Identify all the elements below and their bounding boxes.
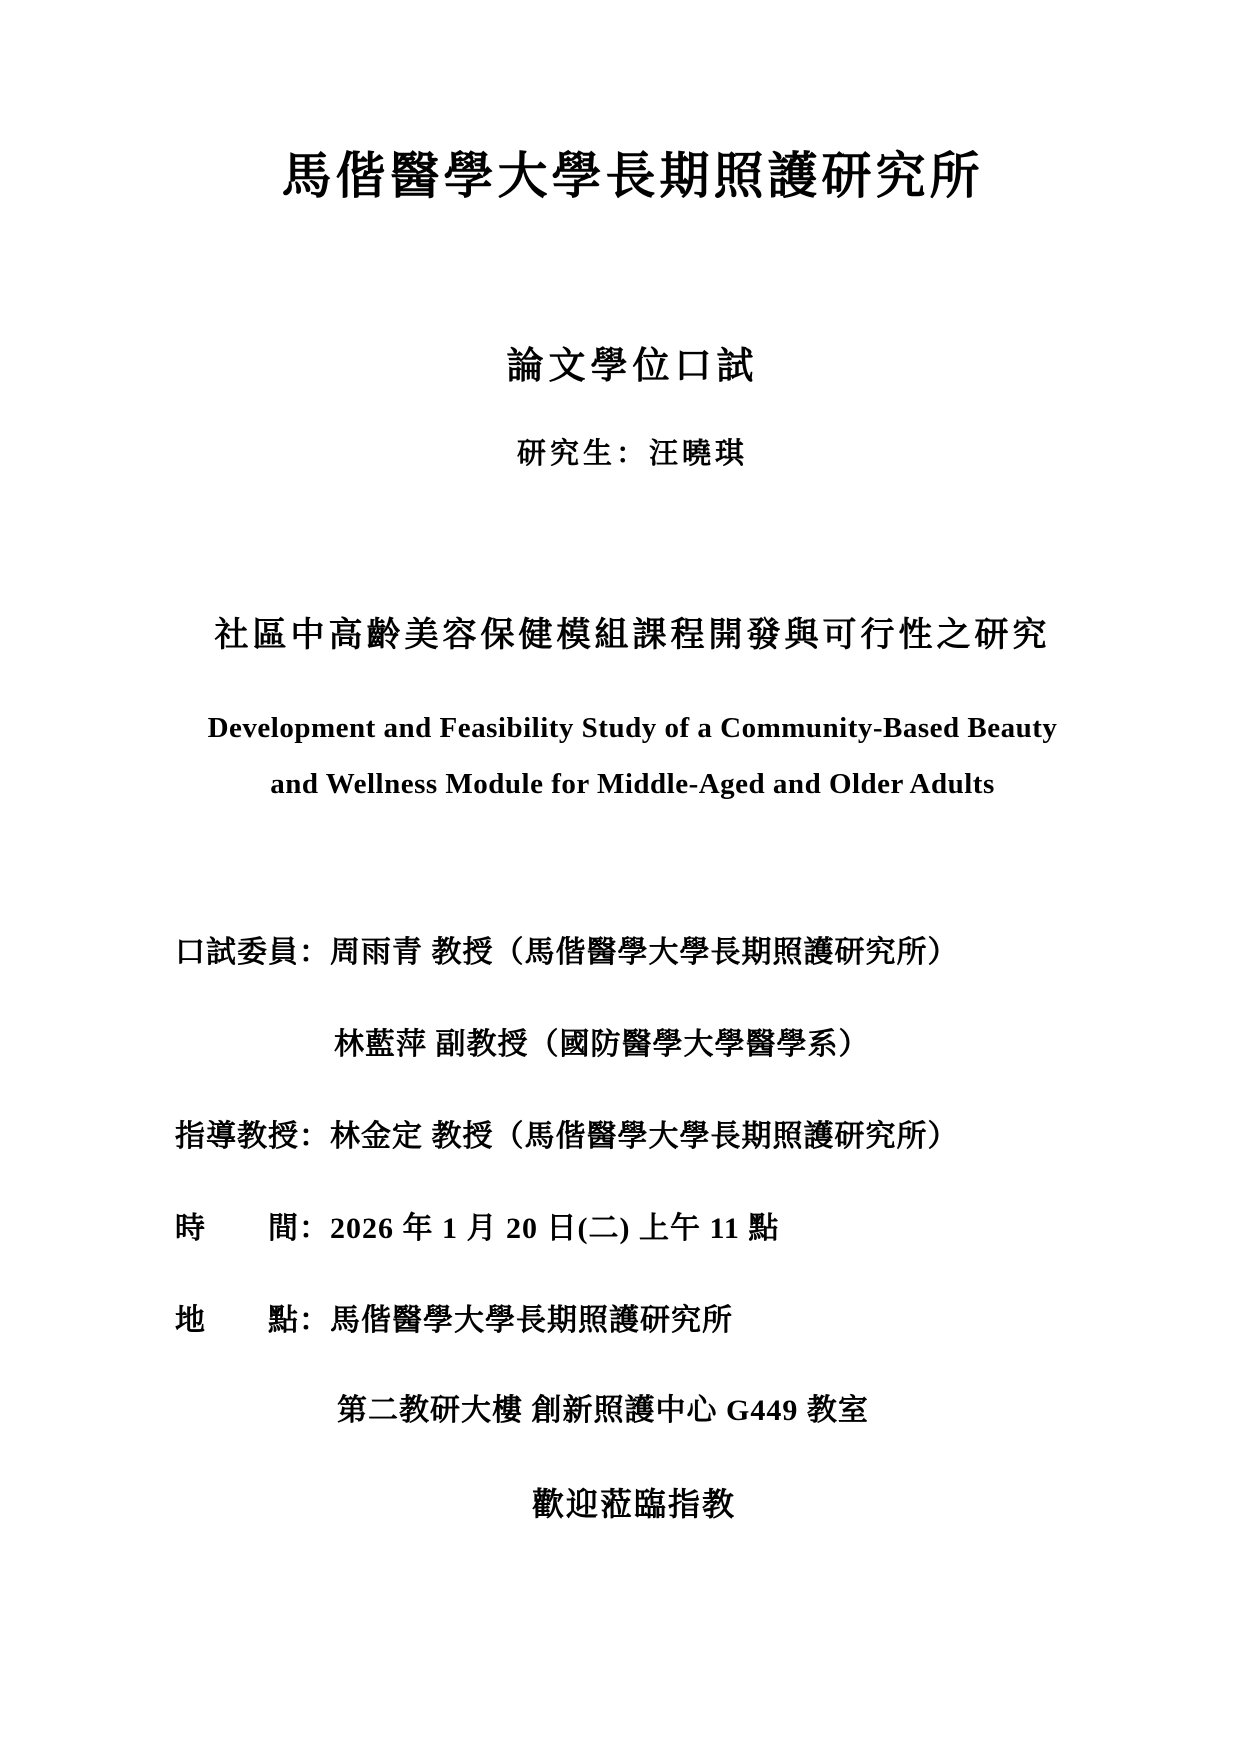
thesis-title-chinese: 社區中高齡美容保健模組課程開發與可行性之研究 [214,617,1051,654]
location-line-1: 地 點：馬偕醫學大學長期照護研究所 [175,1304,733,1337]
location-line-2: 第二教研大樓 創新照護中心 G449 教室 [337,1394,869,1427]
institution-title: 馬偕醫學大學長期照護研究所 [281,148,984,204]
committee-member-line-2: 林藍萍 副教授（國防醫學大學醫學系） [334,1028,870,1061]
thesis-title-english-line2: and Wellness Module for Middle-Aged and Older Adults [270,768,995,800]
advisor-line: 指導教授：林金定 教授（馬偕醫學大學長期照護研究所） [175,1120,959,1153]
time-line: 時 間：2026 年 1 月 20 日(二) 上午 11 點 [175,1212,780,1245]
event-title: 論文學位口試 [506,346,759,387]
closing-welcome-line: 歡迎蒞臨指教 [532,1486,737,1522]
committee-member-line-1: 口試委員：周雨青 教授（馬偕醫學大學長期照護研究所） [175,936,959,969]
thesis-title-english-line1: Development and Feasibility Study of a Community-Based Beauty [207,712,1058,744]
student-name-line: 研究生：汪曉琪 [516,438,748,470]
